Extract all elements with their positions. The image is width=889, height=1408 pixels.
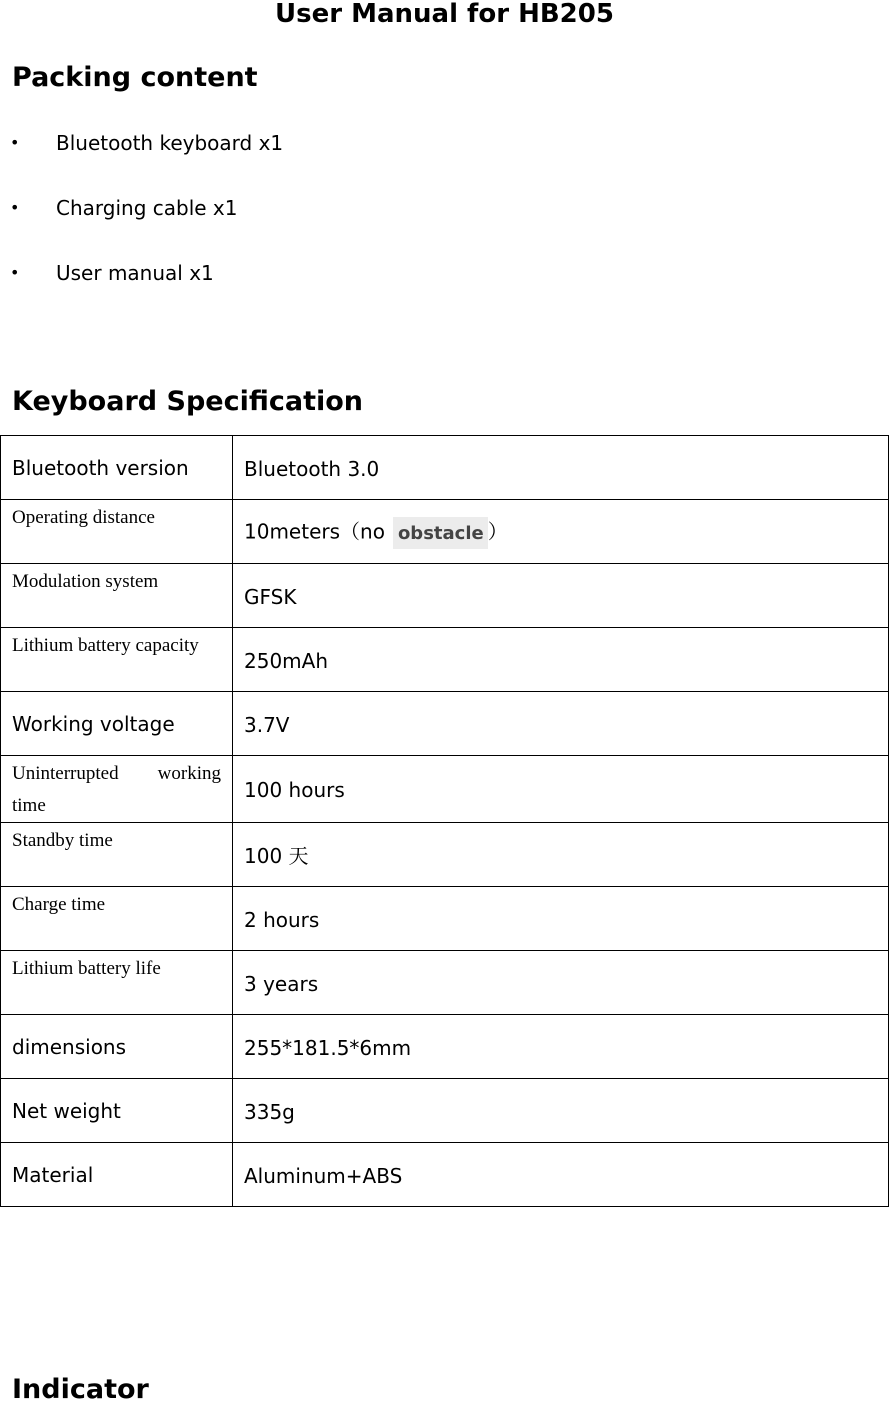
bullet-icon: • (10, 198, 20, 217)
table-row (1, 500, 889, 564)
packing-item-text: Bluetooth keyboard x1 (56, 131, 284, 155)
spec-label: Bluetooth version (1, 436, 233, 500)
bullet-icon: • (10, 263, 20, 282)
spec-value-cell (233, 500, 889, 564)
packing-item-text: User manual x1 (56, 261, 214, 285)
spec-label: Material (1, 1143, 233, 1207)
spec-value: 100 hours (233, 756, 889, 823)
spec-value: 2 hours (233, 887, 889, 951)
spec-value: 3 years (233, 951, 889, 1015)
table-row (1, 692, 889, 756)
packing-heading: Packing content (12, 62, 258, 93)
spec-label: Charge time (1, 887, 233, 951)
table-row (1, 564, 889, 628)
table-row (1, 887, 889, 951)
spec-heading: Keyboard Specification (12, 386, 364, 417)
spec-table (0, 435, 889, 1207)
spec-label: Net weight (1, 1079, 233, 1143)
table-row (1, 436, 889, 500)
spec-value: 3.7V (233, 692, 889, 756)
spec-value-suffix: ） (487, 519, 508, 543)
table-row (1, 1079, 889, 1143)
spec-label: Standby time (1, 823, 233, 887)
table-row (1, 951, 889, 1015)
spec-value: 250mAh (233, 628, 889, 692)
spec-label: Uninterrupted working time (1, 756, 233, 823)
spec-value: Bluetooth 3.0 (233, 436, 889, 500)
spec-value: 100 天 (233, 823, 889, 887)
document-title: User Manual for HB205 (275, 0, 614, 29)
spec-label: Working voltage (1, 692, 233, 756)
spec-label: Modulation system (1, 564, 233, 628)
spec-value: Aluminum+ABS (233, 1143, 889, 1207)
table-row (1, 1143, 889, 1207)
packing-item-text: Charging cable x1 (56, 196, 238, 220)
table-row (1, 756, 889, 823)
indicator-heading: Indicator (12, 1374, 149, 1405)
table-row (1, 823, 889, 887)
spec-label: Lithium battery capacity (1, 628, 233, 692)
bullet-icon: • (10, 133, 20, 152)
spec-label: dimensions (1, 1015, 233, 1079)
spec-value: 255*181.5*6mm (233, 1015, 889, 1079)
spec-value: GFSK (233, 564, 889, 628)
spec-value: 335g (233, 1079, 889, 1143)
table-row (1, 1015, 889, 1079)
table-row (1, 628, 889, 692)
spec-label: Lithium battery life (1, 951, 233, 1015)
spec-label: Operating distance (1, 500, 233, 564)
obstacle-badge: obstacle (393, 517, 488, 549)
spec-value: 10meters（no (244, 519, 385, 543)
